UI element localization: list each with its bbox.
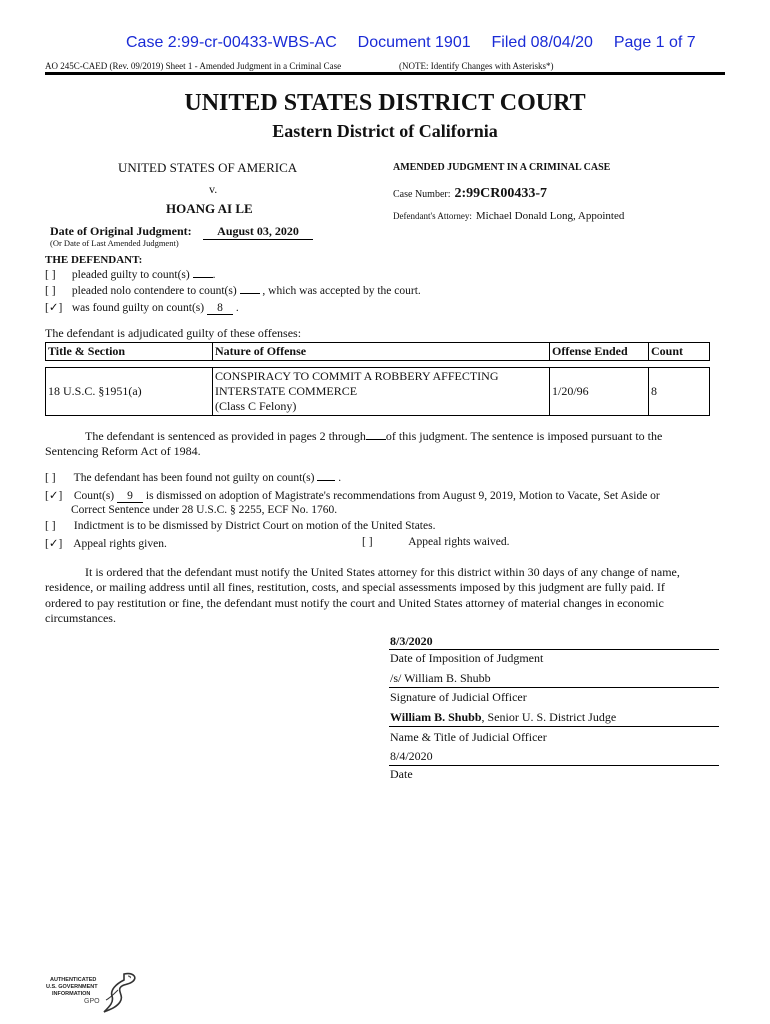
- gpo-authentication-seal: [40, 970, 140, 1015]
- indictment-text: Indictment is to be dismissed by District Court on motion of the United States.: [73, 520, 436, 532]
- case-number-header: Case 2:99-cr-00433-WBS-AC: [126, 34, 337, 51]
- officer-rule: [389, 726, 719, 727]
- court-title: UNITED STATES DISTRICT COURT: [184, 90, 586, 116]
- plea-guilty-row: [45, 269, 215, 281]
- signature-date: 8/4/2020: [390, 749, 433, 763]
- found-guilty-checkbox[interactable]: [✓]: [45, 302, 63, 314]
- offense-count: [649, 368, 710, 416]
- form-note: (NOTE: Identify Changes with Asterisks*): [399, 61, 554, 71]
- dismissed-label: Count(s): [73, 490, 115, 502]
- plea-nolo-row: [45, 285, 421, 297]
- offense-nature-line: INTERSTATE COMMERCE: [215, 384, 358, 398]
- appeal-given-row: [45, 536, 167, 550]
- offenses-intro: The defendant is adjudicated guilty of these offenses:: [45, 326, 302, 340]
- eagle-icon: [94, 970, 140, 1015]
- plea-guilty-checkbox[interactable]: [ ]: [45, 269, 56, 281]
- indictment-row: [45, 520, 435, 532]
- offense-count-text: 8: [651, 384, 657, 398]
- officer-name-title: [390, 710, 616, 725]
- original-judgment-note: (Or Date of Last Amended Judgment): [50, 238, 179, 248]
- appeal-waived-text: Appeal rights waived.: [408, 536, 510, 548]
- defendant-name: HOANG AI LE: [166, 201, 253, 216]
- imposition-date-label: Date of Imposition of Judgment: [390, 651, 544, 665]
- original-judgment-label: Date of Original Judgment:: [50, 224, 192, 238]
- case-header: [126, 34, 696, 52]
- versus-label: v.: [209, 182, 218, 196]
- plaintiff-name: UNITED STATES OF AMERICA: [118, 160, 298, 175]
- date-rule: [389, 765, 719, 766]
- appeal-given-text: Appeal rights given.: [73, 538, 167, 550]
- offense-ended-text: 1/20/96: [552, 384, 589, 398]
- name-title-label: Name & Title of Judicial Officer: [390, 730, 547, 744]
- case-number: 2:99CR00433-7: [454, 186, 548, 201]
- form-id: AO 245C-CAED (Rev. 09/2019) Sheet 1 - Amended Judgment in a Criminal Case: [45, 61, 342, 71]
- header-nature: Nature of Offense: [213, 343, 550, 361]
- signature-label: Signature of Judicial Officer: [390, 690, 527, 704]
- plea-guilty-after: .: [212, 269, 216, 281]
- dismissed-checkbox[interactable]: [✓]: [45, 490, 63, 502]
- appeal-waived-checkbox[interactable]: [ ]: [362, 536, 373, 548]
- table-row: [46, 368, 710, 416]
- header-offense-ended: Offense Ended: [550, 343, 649, 361]
- header-count: Count: [649, 343, 710, 361]
- found-guilty-count: 8: [207, 302, 233, 315]
- not-guilty-text: The defendant has been found not guilty on count(s): [73, 472, 315, 484]
- not-guilty-checkbox[interactable]: [ ]: [45, 472, 56, 484]
- found-guilty-text: was found guilty on count(s): [71, 302, 205, 314]
- dismissed-text: is dismissed on adoption of Magistrate's recommendations from August 9, 2019, Motion to Vacate, Set Aside or: [145, 490, 660, 502]
- officer-title: , Senior U. S. District Judge: [481, 710, 617, 724]
- judgment-type: AMENDED JUDGMENT IN A CRIMINAL CASE: [393, 162, 611, 173]
- not-guilty-after: .: [338, 472, 342, 484]
- court-district: Eastern District of California: [272, 121, 498, 141]
- filed-date-header: Filed 08/04/20: [491, 34, 593, 51]
- dismissed-line2: Correct Sentence under 28 U.S.C. § 2255, ECF No. 1760.: [71, 504, 338, 516]
- header-rule: [45, 72, 725, 75]
- page-count-header: Page 1 of 7: [613, 34, 696, 51]
- offense-ended: [550, 368, 649, 416]
- original-judgment-date: August 03, 2020: [203, 224, 313, 240]
- order-line: It is ordered that the defendant must notify the United States attorney for this district within 30 days of any change of name,: [85, 565, 680, 579]
- offense-nature-line: CONSPIRACY TO COMMIT A ROBBERY AFFECTING: [215, 369, 499, 383]
- order-line: residence, or mailing address until all fines, restitution, costs, and special assessments imposed by this judgment are fully paid. If: [45, 580, 665, 594]
- sentence-paragraph: [85, 429, 662, 444]
- not-guilty-blank: [317, 480, 335, 481]
- seal-text-information: INFORMATION: [52, 991, 91, 997]
- plea-nolo-checkbox[interactable]: [ ]: [45, 285, 56, 297]
- date-label: Date: [390, 767, 413, 781]
- attorney-name: Michael Donald Long, Appointed: [475, 210, 625, 222]
- offense-nature-line: (Class C Felony): [215, 399, 297, 413]
- case-number-row: [393, 184, 547, 202]
- plea-guilty-text: pleaded guilty to count(s): [71, 269, 190, 281]
- sentence-pages-blank: [366, 439, 386, 440]
- indictment-checkbox[interactable]: [ ]: [45, 520, 56, 532]
- seal-text-government: U.S. GOVERNMENT: [46, 984, 98, 990]
- plea-guilty-blank: [193, 277, 213, 278]
- plea-nolo-text: pleaded nolo contendere to count(s): [71, 285, 237, 297]
- seal-text-gpo: GPO: [84, 998, 100, 1005]
- order-line: circumstances.: [45, 611, 116, 625]
- dismissed-count: 9: [117, 490, 143, 503]
- sentence-part1: The defendant is sentenced as provided in pages 2 through: [85, 429, 366, 443]
- not-guilty-row: [45, 472, 341, 484]
- attorney-label: Defendant's Attorney:: [393, 211, 472, 221]
- judge-signature: /s/ William B. Shubb: [390, 671, 491, 685]
- sentence-part2: of this judgment. The sentence is imposed pursuant to the: [385, 429, 663, 443]
- attorney-row: [393, 206, 624, 224]
- imposition-date: 8/3/2020: [390, 634, 433, 648]
- appeal-given-checkbox[interactable]: [✓]: [45, 538, 63, 550]
- document-number-header: Document 1901: [357, 34, 471, 51]
- plea-nolo-after: , which was accepted by the court.: [262, 285, 421, 297]
- dismissed-row: [45, 488, 660, 503]
- order-line: ordered to pay restitution or fine, the defendant must notify the court and United States attorney of material changes in economic: [45, 596, 664, 610]
- offenses-header-row: [46, 343, 710, 361]
- offenses-table: [45, 342, 710, 416]
- found-guilty-row: [45, 300, 239, 315]
- seal-text-authenticated: AUTHENTICATED: [50, 977, 97, 983]
- plea-nolo-blank: [240, 293, 260, 294]
- header-title-section: Title & Section: [46, 343, 213, 361]
- offense-title: [46, 368, 213, 416]
- sentence-line2: Sentencing Reform Act of 1984.: [45, 444, 201, 458]
- defendant-heading: THE DEFENDANT:: [45, 254, 143, 266]
- offense-title-text: 18 U.S.C. §1951(a): [48, 384, 142, 398]
- found-guilty-after: .: [235, 302, 239, 314]
- appeal-waived-row: [362, 536, 510, 548]
- signature-rule: [389, 687, 719, 688]
- offense-nature: [213, 368, 550, 416]
- case-number-label: Case Number:: [393, 189, 451, 200]
- imposition-date-rule: [389, 649, 719, 650]
- officer-name: William B. Shubb: [390, 710, 482, 724]
